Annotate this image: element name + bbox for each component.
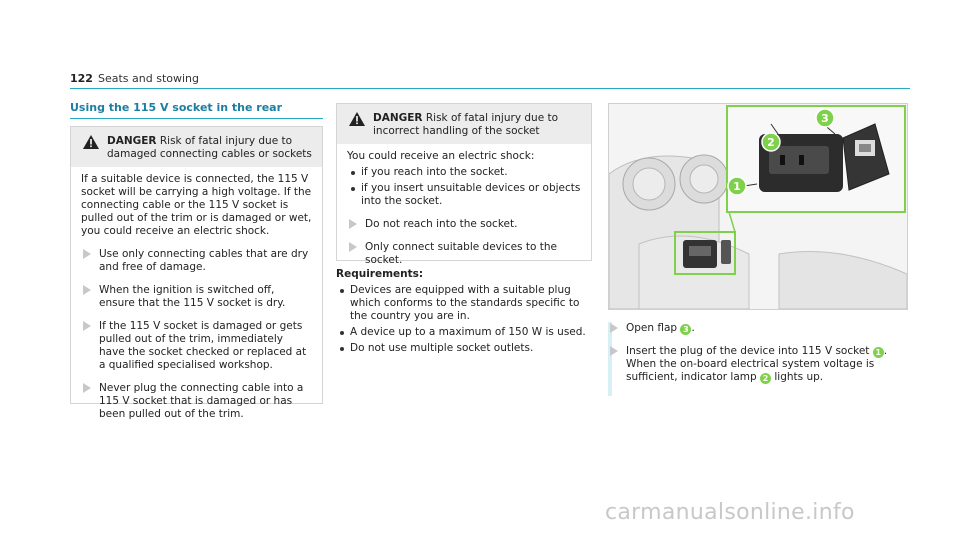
requirements-block: [336, 268, 591, 355]
danger-header: [71, 127, 322, 167]
step-arrow-icon: [83, 383, 91, 393]
list-item: Do not use multiple socket outlets.: [336, 342, 591, 355]
step-arrow-icon: [83, 249, 91, 259]
step-arrow-icon: [349, 219, 357, 229]
callout-badge-2: 2: [760, 373, 771, 384]
danger-box-middle: [336, 103, 592, 266]
list-item: if you insert unsuitable devices or objects into the socket.: [347, 182, 581, 208]
instruction-step: Never plug the connecting cable into a 115 V socket that is damaged or has been pulled out of the trim.: [81, 382, 312, 421]
step-arrow-icon: [610, 346, 618, 356]
procedure-steps: [608, 322, 908, 384]
page-number: 122: [70, 72, 93, 85]
list-item: Devices are equipped with a suitable plug which conforms to the standards specific to the country you are in.: [336, 284, 591, 323]
requirements-label: Requirements:: [336, 268, 424, 280]
warning-icon: [83, 135, 99, 149]
callout-label-3: 3: [821, 112, 829, 125]
danger-heading: Risk of fatal injury due to damaged connecting cables or sockets: [107, 135, 312, 160]
step-arrow-icon: [349, 242, 357, 252]
section-title: Using the 115 V socket in the rear: [70, 101, 283, 114]
instruction-step: Use only connecting cables that are dry and free of damage.: [81, 248, 312, 274]
watermark: carmanualsonline.info: [605, 500, 855, 525]
instruction-step: If the 115 V socket is damaged or gets pulled out of the trim, immediately have the socket checked or replaced at a qualified specialised workshop.: [81, 320, 312, 372]
callout-label-2: 2: [767, 136, 775, 149]
instruction-step: Do not reach into the socket.: [347, 218, 581, 231]
danger-label: DANGER: [373, 112, 423, 124]
instruction-step: When the ignition is switched off, ensure that the 115 V socket is dry.: [81, 284, 312, 310]
danger-label: DANGER: [107, 135, 157, 147]
step-arrow-icon: [83, 321, 91, 331]
step-arrow-icon: [83, 285, 91, 295]
instruction-step: Only connect suitable devices to the socket.: [347, 241, 581, 267]
danger-header: [337, 104, 591, 144]
page-section-title: Seats and stowing: [98, 72, 200, 85]
instruction-step: Open flap 3 .: [608, 322, 908, 335]
callout-badge-1: 1: [873, 347, 884, 358]
callout-label-1: 1: [733, 180, 741, 193]
list-item: if you reach into the socket.: [347, 166, 581, 179]
warning-icon: [349, 112, 365, 126]
section-rule: [70, 118, 323, 119]
socket-illustration-drawing: [609, 104, 907, 309]
step-arrow-icon: [610, 323, 618, 333]
danger-box-left: [70, 126, 323, 420]
danger-heading: Risk of fatal injury due to incorrect handling of the socket: [373, 112, 559, 137]
callout-badge-3: 3: [680, 324, 691, 335]
socket-illustration: [608, 103, 908, 310]
danger-body-text: If a suitable device is connected, the 115 V socket will be carrying a high voltage. If the connecting cable or the 115 V socket is pulled out of the trim or is damaged or wet, you could receive an electric shock.: [81, 173, 312, 237]
danger-intro-text: You could receive an electric shock:: [347, 150, 535, 162]
header-rule: [70, 88, 910, 89]
instruction-step: Insert the plug of the device into 115 V socket 1 . When the on-board electrical system voltage is sufficient, indicator lamp 2 lights up.: [608, 345, 908, 384]
list-item: A device up to a maximum of 150 W is used.: [336, 326, 591, 339]
